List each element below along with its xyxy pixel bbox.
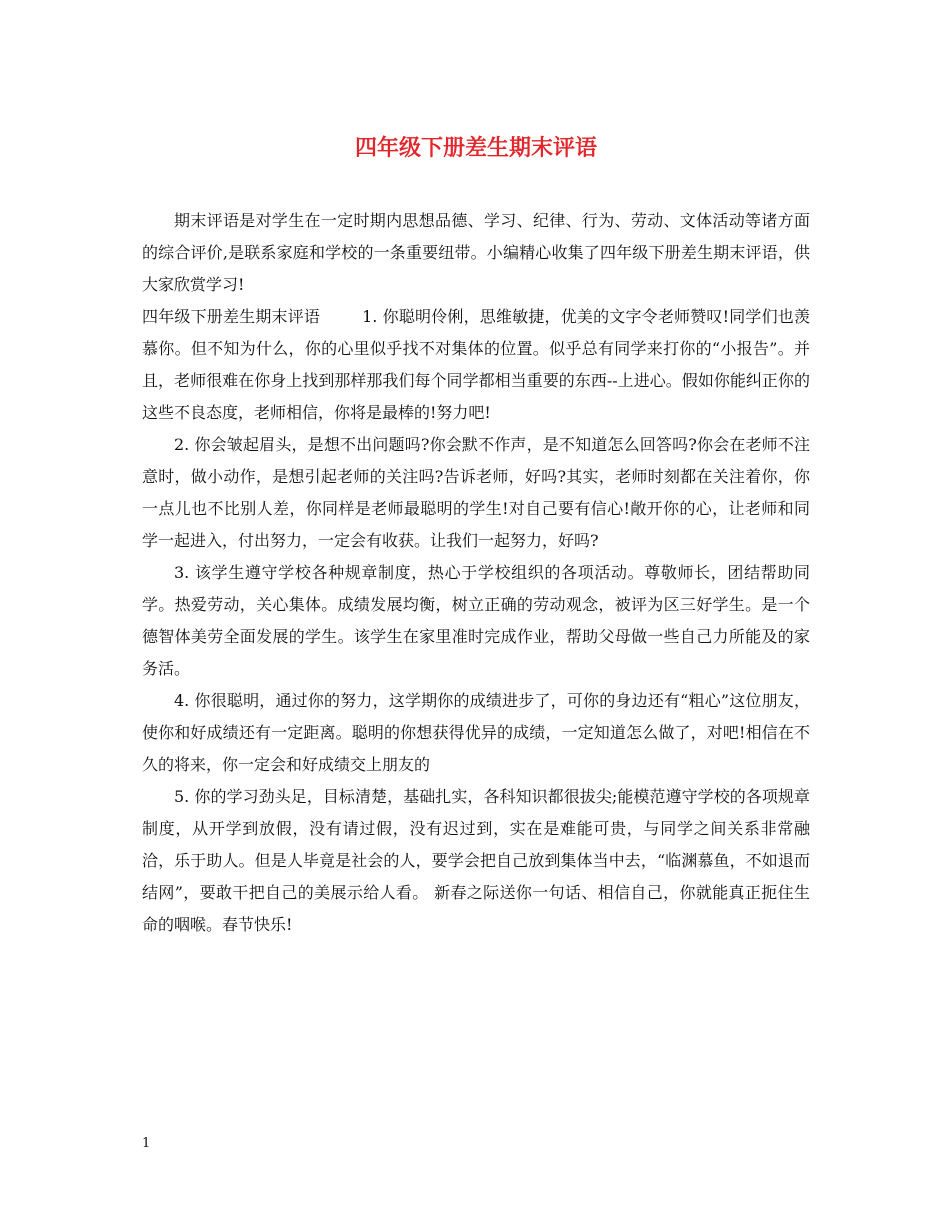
item-1-text: 1. 你聪明伶俐，思维敏捷，优美的文字令老师赞叹!同学们也羡慕你。但不知为什么，你的心里似乎找不对集体的位置。似乎总有同学来打你的“小报告”。并且，老师很难在你身上找到那样那我们每个同学都相当重要的东西--上进心。假如你能纠正你的这些不良态度，老师相信，你将是最棒的!努力吧! [142, 307, 810, 422]
first-item-paragraph [142, 301, 810, 429]
item-5-paragraph: 5. 你的学习劲头足，目标清楚，基础扎实，各科知识都很拔尖;能模范遵守学校的各项规章制度，从开学到放假，没有请过假，没有迟过到，实在是难能可贵，与同学之间关系非常融洽，乐于助人。但是人毕竟是社会的人，要学会把自己放到集体当中去，“临渊慕鱼，不如退而结网”，要敢干把自己的美展示给人看。 新春之际送你一句话、相信自己，你就能真正扼住生命的咽喉。春节快乐! [142, 787, 810, 934]
intro-paragraph: 期末评语是对学生在一定时期内思想品德、学习、纪律、行为、劳动、文体活动等诸方面的综合评价,是联系家庭和学校的一条重要纽带。小编精心收集了四年级下册差生期末评语，供大家欣赏学习! [142, 211, 810, 294]
page-number: 1 [142, 1136, 151, 1151]
item-3-paragraph: 3. 该学生遵守学校各种规章制度，热心于学校组织的各项活动。尊敬师长，团结帮助同学。热爱劳动，关心集体。成绩发展均衡，树立正确的劳动观念，被评为区三好学生。是一个德智体美劳全面发展的学生。该学生在家里准时完成作业，帮助父母做一些自己力所能及的家务活。 [142, 563, 810, 678]
item-4-paragraph: 4. 你很聪明，通过你的努力，这学期你的成绩进步了，可你的身边还有“粗心”这位朋友，使你和好成绩还有一定距离。聪明的你想获得优异的成绩，一定知道怎么做了，对吧!相信在不久的将来，你一定会和好成绩交上朋友的 [142, 691, 810, 774]
document-body [142, 205, 810, 941]
item-2-paragraph: 2. 你会皱起眉头，是想不出问题吗?你会默不作声，是不知道怎么回答吗?你会在老师不注意时，做小动作，是想引起老师的关注吗?告诉老师，好吗?其实，老师时刻都在关注着你，你一点儿也不比别人差，你同样是老师最聪明的学生!对自己要有信心!敞开你的心，让老师和同学一起进入，付出努力，一定会有收获。让我们一起努力，好吗? [142, 435, 810, 550]
document-title: 四年级下册差生期末评语 [354, 135, 597, 161]
document-page [142, 0, 810, 1230]
section-label: 四年级下册差生期末评语 [142, 307, 321, 326]
